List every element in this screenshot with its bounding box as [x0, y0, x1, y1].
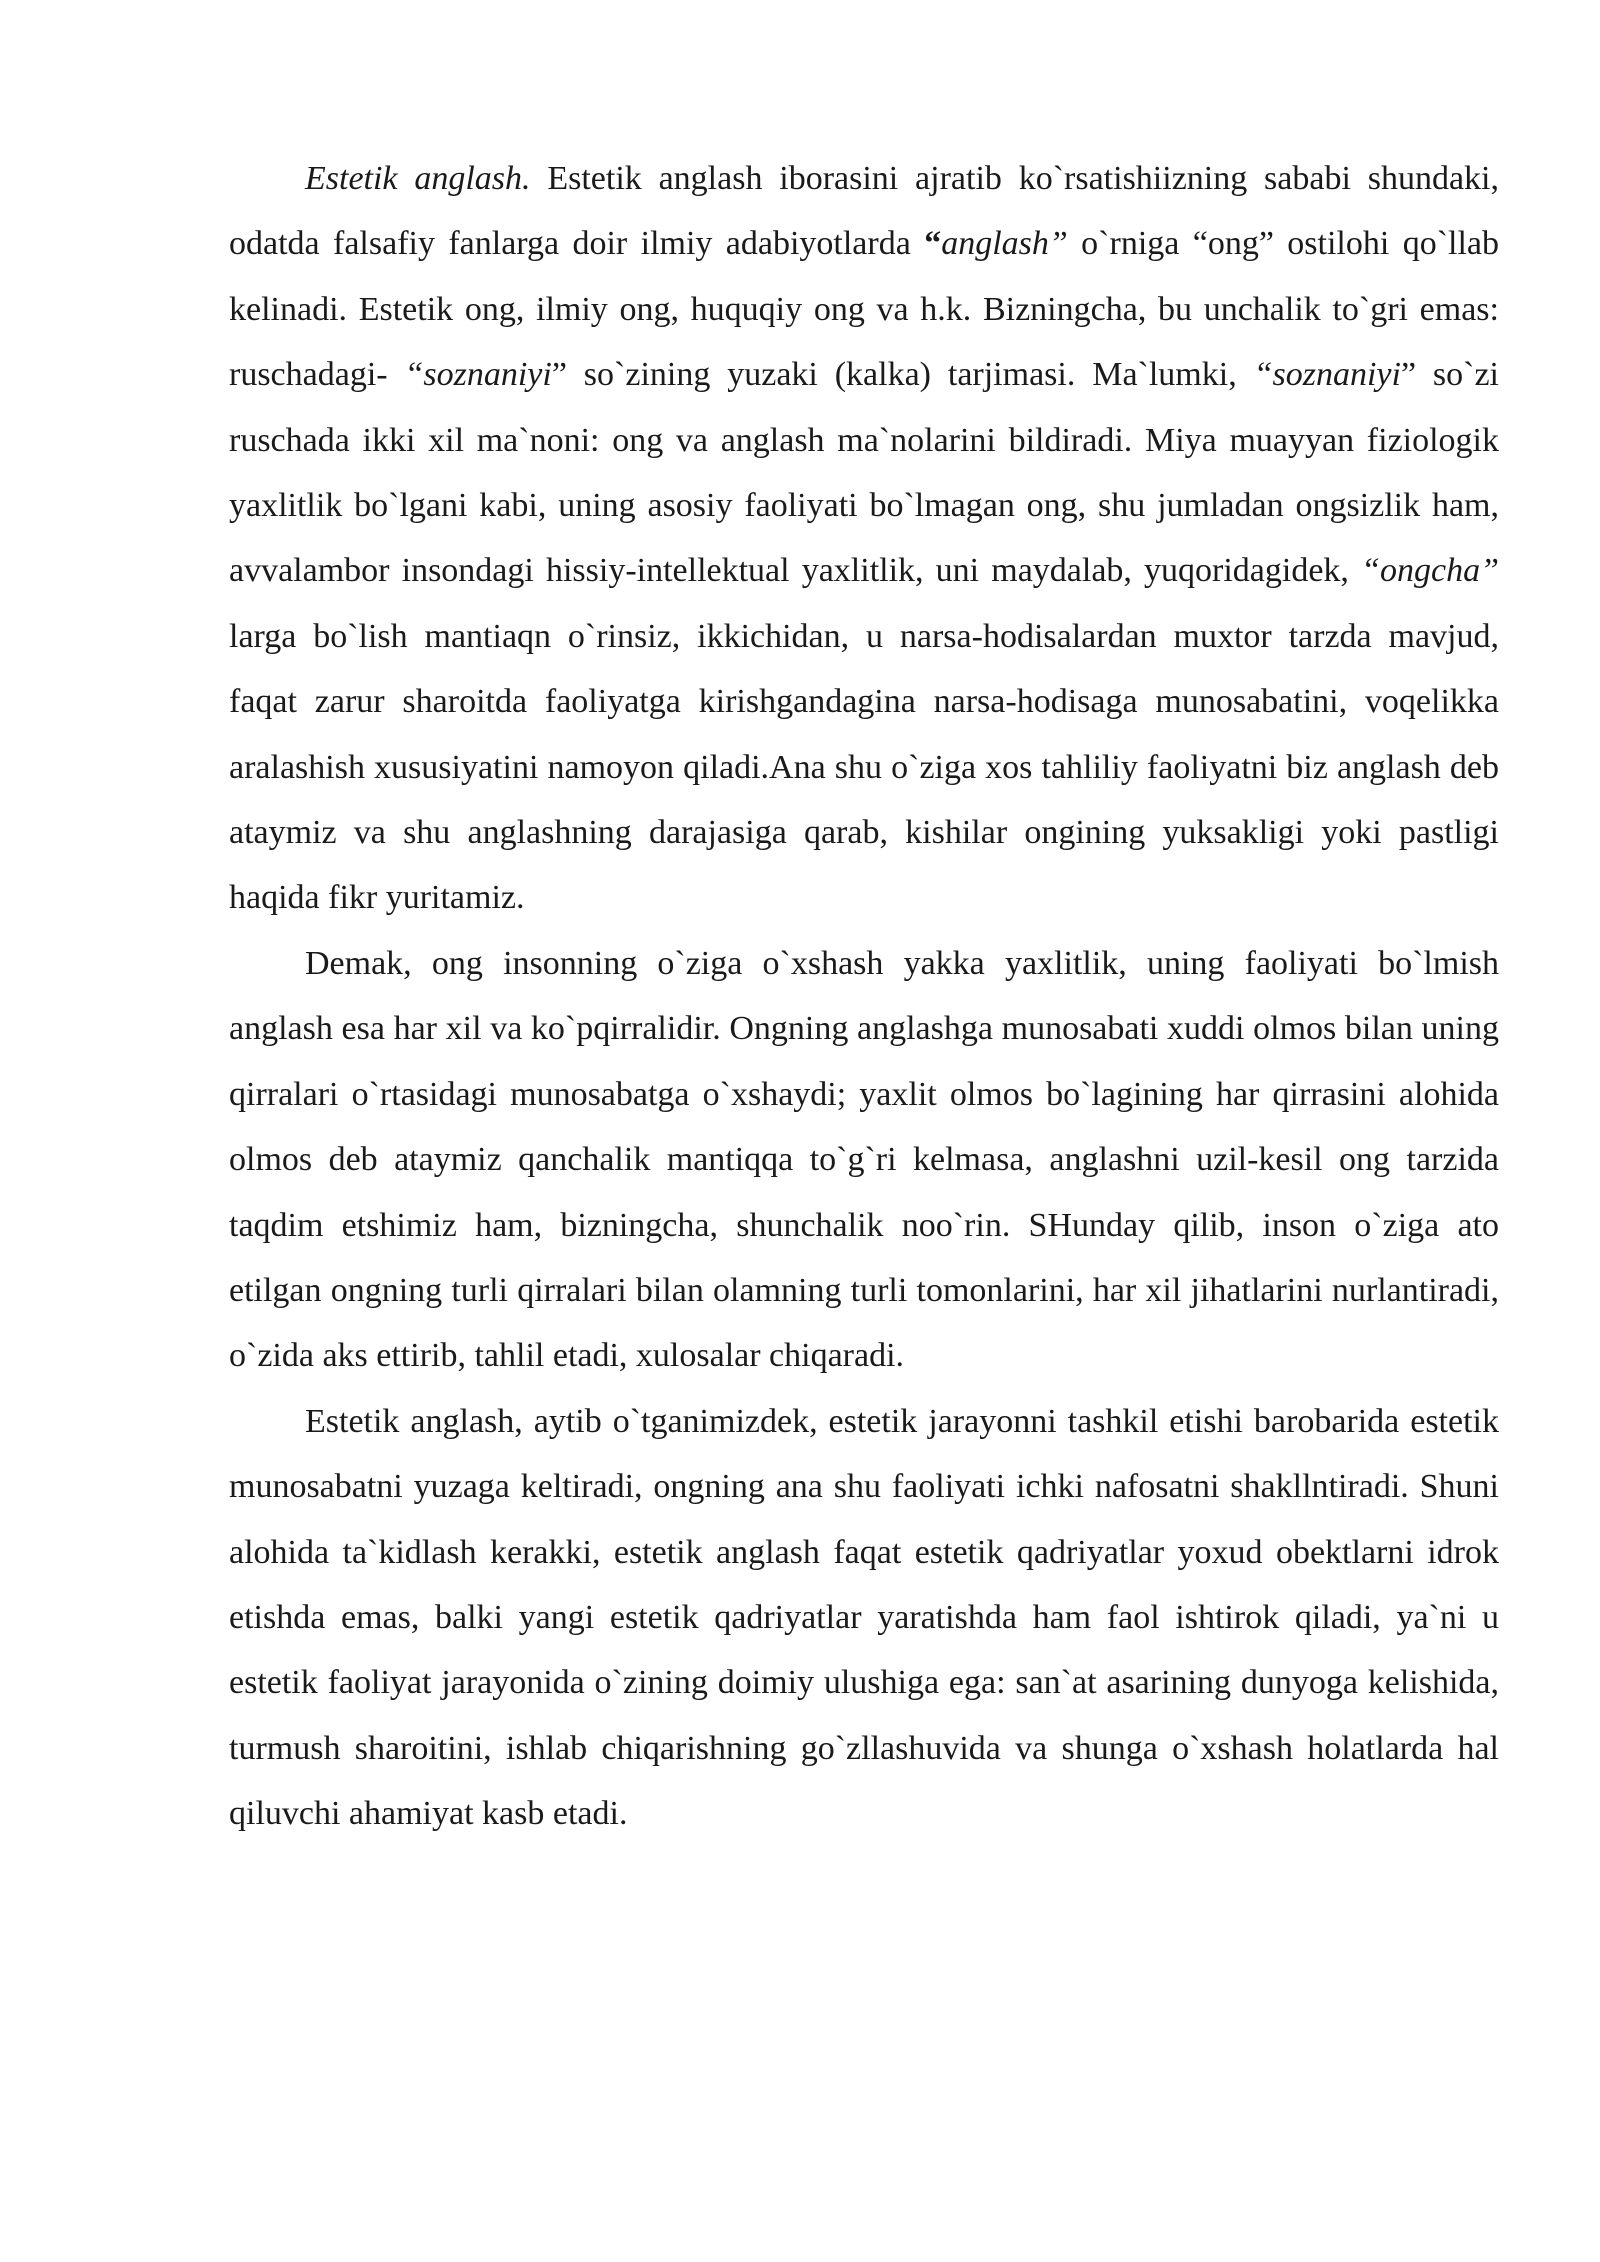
italic-term: “ongcha” — [1361, 552, 1499, 590]
text-run: o`rniga “ong” ostilohi qo`llab kelinadi. Estetik ong, ilmiy ong, huquqiy ong va h.k. Bizningcha, bu unchalik to`gri emas: ruschadagi- — [229, 225, 1500, 394]
text-run: ” so`zi ruschada ikki xil ma`noni: ong va anglash ma`nolarini bildiradi. Miya muayyan fiziologik yaxlitlik bo`lgani kabi, uning asosiy faoliyati bo`lmagan ong, shu jumladan ongsizlik ham, avvalambor insondagi hissiy-intellektual yaxlitlik, uni maydalab, yuqoridagidek, — [229, 356, 1499, 590]
italic-term: “soznaniyi — [404, 356, 552, 394]
text-run: Estetik anglash, aytib o`tganimizdek, estetik jarayonni tashkil etishi barobarida estetik munosabatni yuzaga keltiradi, ongning ana shu faoliyati ichki nafosatni shakllntiradi. Shuni alohida ta`kidlash kerakki, estetik anglash faqat estetik qadriyatlar yoxud obektlarni idrok etishda emas, balki yangi estetik qadriyatlar yaratishda ham faol ishtirok qiladi, ya`ni u estetik faoliyat jarayonida o`zining doimiy ulushiga ega: san`at asarining dunyoga kelishida, turmush sharoitini, ishlab chiqarishning go`zllashuvida va shunga o`xshash holatlarda hal qiluvchi ahamiyat kasb etadi. — [229, 1402, 1499, 1833]
italic-term: “soznaniyi — [1253, 356, 1401, 394]
document-page — [229, 146, 1499, 1847]
paragraph-estetik-anglash — [229, 146, 1499, 931]
text-run: ” so`zining yuzaki (kalka) tarjimasi. Ma`lumki, — [551, 356, 1254, 394]
text-run: larga bo`lish mantiaqn o`rinsiz, ikkichidan, u narsa-hodisalardan muxtor tarzda mavjud, faqat zarur sharoitda faoliyatga kirishgandagina narsa-hodisaga munosabatini, voqelikka aralashish xususiyatini namoyon qiladi.Ana shu o`ziga xos tahliliy faoliyatni biz anglash deb ataymiz va shu anglashning darajasiga qarab, kishilar ongining yuksakligi yoki pastligi haqida fikr yuritamiz. — [229, 617, 1499, 917]
italic-term: anglash” — [941, 225, 1068, 263]
paragraph-heading: Estetik anglash. — [305, 160, 531, 197]
paragraph-demak — [229, 931, 1499, 1389]
text-run: Estetik anglash iborasini ajratib ko`rsatishiizning sababi shundaki, odatda falsafiy fanlarga doir ilmiy adabiyotlarda — [229, 160, 1499, 263]
bold-quote-mark: “ — [924, 225, 942, 263]
paragraph-estetik-anglash-aytib — [229, 1389, 1499, 1847]
text-run: Demak, ong insonning o`ziga o`xshash yakka yaxlitlik, uning faoliyati bo`lmish anglash esa har xil va ko`pqirralidir. Ongning anglashga munosabati xuddi olmos bilan uning qirralari o`rtasidagi munosabatga o`xshaydi; yaxlit olmos bo`lagining har qirrasini alohida olmos deb ataymiz qanchalik mantiqqa to`g`ri kelmasa, anglashni uzil-kesil ong tarzida taqdim etshimiz ham, bizningcha, shunchalik noo`rin. SHunday qilib, inson o`ziga ato etilgan ongning turli qirralari bilan olamning turli tomonlarini, har xil jihatlarini nurlantiradi, o`zida aks ettirib, tahlil etadi, xulosalar chiqaradi. — [229, 944, 1499, 1375]
